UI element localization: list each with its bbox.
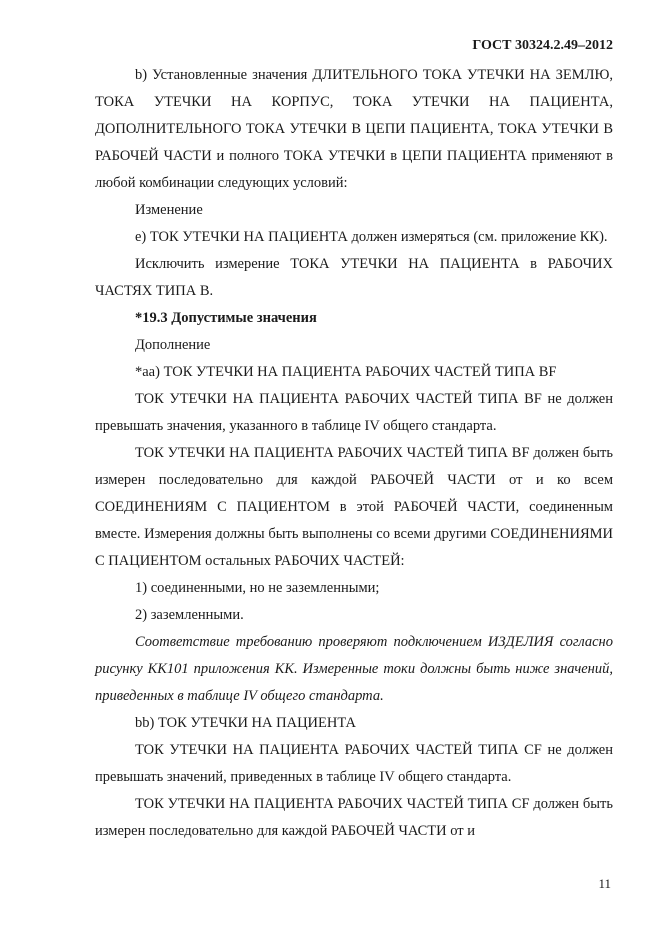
paragraph-compliance-check: Соответствие требованию проверяют подключением ИЗДЕЛИЯ согласно рисунку КК101 приложения КК. Измеренные токи должны быть ниже значений, приведенных в таблице IV общего стандарта. xyxy=(95,634,613,704)
paragraph-aa-measurement: ТОК УТЕЧКИ НА ПАЦИЕНТА РАБОЧИХ ЧАСТЕЙ ТИПА BF должен быть измерен последовательно для каждой РАБОЧЕЙ ЧАСТИ от и ко всем СОЕДИНЕНИЯМ С ПАЦИЕНТОМ в этой РАБОЧЕЙ ЧАСТИ, соединенным вместе. Измерения должны быть выполнены со всеми другими СОЕДИНЕНИЯМИ С ПАЦИЕНТОМ остальных РАБОЧИХ ЧАСТЕЙ: xyxy=(95,445,613,569)
paragraph-bb-limit: ТОК УТЕЧКИ НА ПАЦИЕНТА РАБОЧИХ ЧАСТЕЙ ТИПА CF не должен превышать значений, приведенных в таблице IV общего стандарта. xyxy=(95,742,613,785)
paragraph-e-patient-leakage: e) ТОК УТЕЧКИ НА ПАЦИЕНТА должен измеряться (см. приложение КК). xyxy=(135,229,608,245)
paragraph-bb-title: bb) ТОК УТЕЧКИ НА ПАЦИЕНТА xyxy=(135,715,356,731)
document-code-header: ГОСТ 30324.2.49–2012 xyxy=(472,38,613,53)
page-number: 11 xyxy=(598,876,611,891)
paragraph-b-conditions: b) Установленные значения ДЛИТЕЛЬНОГО ТОКА УТЕЧКИ НА ЗЕМЛЮ, ТОКА УТЕЧКИ НА КОРПУС, ТОКА УТЕЧКИ НА ПАЦИЕНТА, ДОПОЛНИТЕЛЬНОГО ТОКА УТЕЧКИ В ЦЕПИ ПАЦИЕНТА, ТОКА УТЕЧКИ В РАБОЧЕЙ ЧАСТИ и полного ТОКА УТЕЧКИ в ЦЕПИ ПАЦИЕНТА применяют в любой комбинации следующих условий: xyxy=(95,67,613,191)
list-item-connected: 1) соединенными, но не заземленными; xyxy=(135,580,380,596)
paragraph-exclude-type-b: Исключить измерение ТОКА УТЕЧКИ НА ПАЦИЕНТА в РАБОЧИХ ЧАСТЯХ ТИПА В. xyxy=(95,256,613,299)
list-item-grounded: 2) заземленными. xyxy=(135,607,244,623)
page-body xyxy=(95,62,613,845)
paragraph-aa-limit: ТОК УТЕЧКИ НА ПАЦИЕНТА РАБОЧИХ ЧАСТЕЙ ТИПА BF не должен превышать значения, указанного в таблице IV общего стандарта. xyxy=(95,391,613,434)
section-heading-19-3: *19.3 Допустимые значения xyxy=(135,310,317,326)
paragraph-change-label: Изменение xyxy=(135,202,203,218)
paragraph-aa-title: *аа) ТОК УТЕЧКИ НА ПАЦИЕНТА РАБОЧИХ ЧАСТЕЙ ТИПА BF xyxy=(135,364,557,380)
paragraph-bb-measurement: ТОК УТЕЧКИ НА ПАЦИЕНТА РАБОЧИХ ЧАСТЕЙ ТИПА CF должен быть измерен последовательно для каждой РАБОЧЕЙ ЧАСТИ от и xyxy=(95,796,613,839)
paragraph-addition-label: Дополнение xyxy=(135,337,211,353)
